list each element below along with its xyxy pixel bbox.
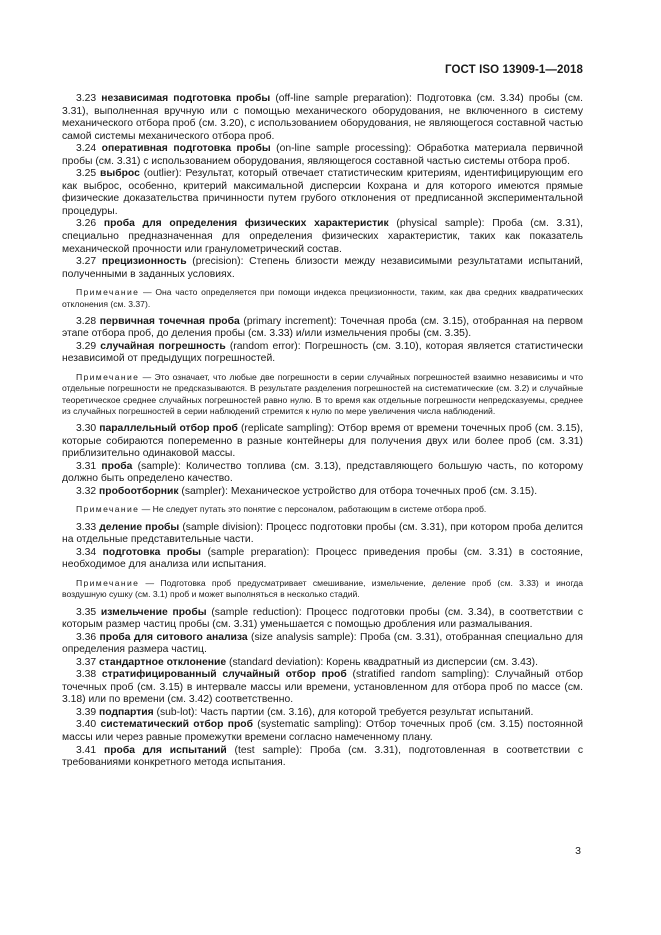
definition-3-40 — [62, 719, 583, 744]
entry-text: (sampler): Механическое устройство для отбора точечных проб (см. 3.15). — [178, 485, 538, 497]
entry-term: первичная точечная проба — [99, 315, 240, 327]
entry-number: 3.30 — [76, 423, 97, 435]
standard-header: ГОСТ ISO 13909-1—2018 — [445, 64, 583, 76]
note-label: Примечание — [76, 371, 140, 382]
entry-number: 3.27 — [76, 256, 97, 268]
entry-text: (sample): Количество топлива (см. 3.13), представляющего большую часть, по которому должно быть определено качество. — [62, 460, 584, 485]
entry-term: выброс — [100, 168, 140, 180]
page-number: 3 — [575, 845, 581, 857]
entry-text: (systematic sampling): Отбор точечных проб (см. 3.15) постоянной массы или через равные промежутки времени согласно намеченному плану. — [62, 719, 583, 743]
definition-3-41 — [62, 745, 583, 770]
entry-number: 3.38 — [76, 669, 97, 681]
entry-term: прецизионность — [101, 256, 187, 268]
entry-term: случайная погрешность — [100, 340, 226, 352]
entry-term: независимая подготовка пробы — [101, 93, 271, 104]
entry-number: 3.41 — [76, 744, 97, 756]
entry-text: (stratified random sampling): Случайный отбор точечных проб (см. 3.15) в интервале массы или времени, установленном для отбора проб по массе (см. 3.18) или по времени (см. 3.42) соответственно. — [62, 669, 584, 706]
note-3-27: Примечание — Она часто определяется при помощи индекса прецизионности, таким, как два средних квадратических отклонения (см. 3.37). — [62, 287, 584, 309]
entry-text: (outlier): Результат, который отвечает статистическим критериям, идентифицирующим его как выброс, особенно, критерий максимальной дисперсии Кохрана и для которого имеются прямые физические доказательства причинности путем грубого отклонения от предписанной экспериментальной процедуры. — [62, 168, 583, 217]
entry-text: (random error): Погрешность (см. 3.10), которая является статистически независимой от предыдущих погрешностей. — [62, 340, 584, 365]
entry-term: параллельный отбор проб — [99, 423, 238, 435]
definition-3-33 — [62, 522, 583, 547]
entry-text: (test sample): Проба (см. 3.31), подготовленная в соответствии с требованиями конкретного метода испытания. — [62, 744, 583, 769]
entry-text: (size analysis sample): Проба (см. 3.31), отобранная специально для определения размера частиц. — [62, 631, 583, 656]
entry-term: проба для определения физических характеристик — [103, 218, 389, 230]
definition-3-34 — [62, 547, 583, 572]
definition-3-31 — [62, 461, 583, 486]
entry-term: стратифицированный случайный отбор проб — [101, 669, 347, 681]
entry-number: 3.24 — [76, 143, 97, 155]
definition-3-25 — [62, 168, 583, 218]
note-3-34: Примечание — Подготовка проб предусматривает смешивание, измельчение, деление проб (см. 3.33) и иногда воздушную сушку (см. 3.1) проб и может выполняться в несколько стадий. — [62, 577, 583, 600]
definition-3-28 — [62, 316, 583, 341]
entry-text: (standard deviation): Корень квадратный из дисперсии (см. 3.43). — [226, 656, 538, 668]
definition-3-30 — [62, 423, 583, 461]
entry-term: измельчение пробы — [100, 606, 207, 618]
note-text: Подготовка проб предусматривает смешивание, измельчение, деление проб (см. 3.33) и иногда воздушную сушку (см. 3.1) проб и может выполняться в несколько стадий. — [62, 577, 583, 600]
note-label: Примечание — [76, 577, 140, 588]
note-text: Это означает, что любые две погрешности в серии случайных погрешностей взаимно независимы и что отдельные погрешности не предсказываются. В результате разделения погрешностей на систематические (см. 3.2) и случайные теоретическое среднее случайных погрешностей равно нулю. В то время как отдельные погрешности непредсказуемы, среднее из случайных погрешностей в серии наблюдений стремится к нулю по мере увеличения числа наблюдений. — [62, 371, 583, 416]
entry-text: (sample reduction): Процесс подготовки пробы (см. 3.34), в соответствии с которым размер частиц пробы (см. 3.31) уменьшается с помощью дробления или размалывания. — [62, 606, 584, 631]
definition-3-29 — [62, 341, 583, 366]
entry-term: проба для ситового анализа — [99, 631, 248, 643]
entry-term: подготовка пробы — [102, 546, 201, 558]
entry-text: (sample preparation): Процесс приведения пробы (см. 3.31) в состояние, необходимое для анализа или испытания. — [62, 546, 584, 571]
definition-3-24 — [62, 143, 583, 168]
entry-term: деление пробы — [99, 521, 180, 533]
definition-3-26 — [62, 218, 583, 256]
note-label: Примечание — [76, 504, 140, 515]
entry-number: 3.33 — [76, 521, 97, 533]
entry-text: (primary increment): Точечная проба (см. 3.15), отобранная на первом этапе отбора проб, до деления пробы (см. 3.33) и/или измельчения пробы (см. 3.35). — [62, 315, 584, 340]
document-body — [62, 93, 583, 770]
entry-number: 3.36 — [76, 631, 97, 643]
entry-number: 3.34 — [76, 546, 97, 558]
definition-3-27 — [62, 256, 583, 281]
entry-number: 3.32 — [76, 485, 97, 497]
entry-term: пробоотборник — [99, 485, 179, 497]
entry-number: 3.25 — [76, 168, 97, 180]
note-3-32: Примечание — Не следует путать это понятие с персоналом, работающим в системе отбора проб. — [76, 504, 487, 515]
entry-term: подпартия — [99, 706, 154, 718]
entry-number: 3.28 — [76, 315, 97, 327]
definition-3-36 — [62, 632, 583, 657]
entry-term: оперативная подготовка пробы — [101, 143, 271, 155]
note-3-29: Примечание — Это означает, что любые две погрешности в серии случайных погрешностей взаимно независимы и что отдельные погрешности не предсказываются. В результате разделения погрешностей на систематические (см. 3.2) и случайные теоретическое среднее случайных погрешностей равно нулю. В то время как отдельные погрешности непредсказуемы, среднее из случайных погрешностей в серии наблюдений стремится к нулю по мере увеличения числа наблюдений. — [62, 371, 583, 416]
note-text: Не следует путать это понятие с персоналом, работающим в системе отбора проб. — [152, 504, 487, 515]
entry-number: 3.40 — [76, 719, 97, 731]
definition-3-32 — [62, 486, 583, 499]
entry-text: (sub-lot): Часть партии (см. 3.16), для которой требуется результат испытаний. — [153, 706, 534, 718]
entry-number: 3.31 — [76, 460, 97, 472]
entry-text: (replicate sampling): Отбор время от времени точечных проб (см. 3.15), которые собираются попеременно в разные контейнеры для получения двух или более проб (см. 3.31) приблизительно одинаковой массы. — [62, 423, 584, 460]
entry-number: 3.35 — [76, 606, 97, 618]
entry-text: (physical sample): Проба (см. 3.31), специально предназначенная для определения физических характеристик, таких как показатель механической прочности или гранулометрический состав. — [62, 218, 584, 255]
entry-text: (sample division): Процесс подготовки пробы (см. 3.31), при котором проба делится на отдельные представительные части. — [62, 521, 583, 546]
entry-text: (off-line sample preparation): Подготовка (см. 3.34) пробы (см. 3.31), выполненная вручную или с помощью механического оборудования, не включенного в систему механического отбора проб (см. 3.20), с использованием оборудования, не являющегося составной частью самой системы механического отбора проб. — [62, 93, 583, 142]
entry-term: проба — [101, 460, 133, 472]
entry-number: 3.23 — [76, 93, 97, 104]
definition-3-39 — [62, 707, 583, 720]
entry-number: 3.29 — [76, 340, 97, 352]
note-label: Примечание — [76, 287, 140, 298]
definition-3-35 — [62, 607, 583, 632]
entry-term: систематический отбор проб — [100, 719, 253, 731]
entry-number: 3.37 — [76, 656, 97, 668]
entry-number: 3.39 — [76, 706, 97, 718]
entry-term: проба для испытаний — [103, 744, 227, 756]
entry-number: 3.26 — [76, 218, 97, 230]
definition-3-23 — [62, 93, 583, 143]
entry-term: стандартное отклонение — [99, 656, 227, 668]
note-text: Она часто определяется при помощи индекса прецизионности, таким, как два средних квадратических отклонения (см. 3.37). — [62, 287, 584, 309]
entry-text: (precision): Степень близости между независимыми результатами испытаний, полученными в заданных условиях. — [62, 256, 583, 280]
definition-3-38 — [62, 669, 583, 707]
entry-text: (on-line sample processing): Обработка материала первичной пробы (см. 3.31) с использованием оборудования, являющегося составной частью системы отбора проб. — [62, 143, 584, 167]
definition-3-37 — [62, 657, 583, 670]
